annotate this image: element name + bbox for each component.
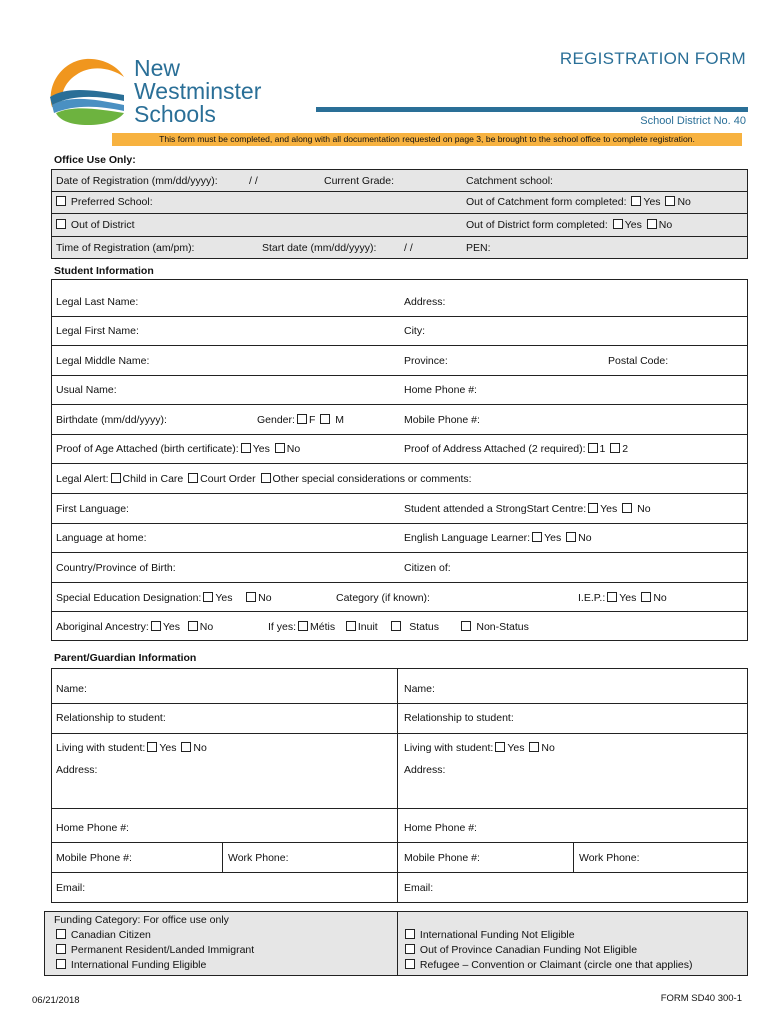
parent1-relationship-label: Relationship to student: — [56, 712, 166, 724]
other-considerations-label: Other special considerations or comments: — [272, 473, 472, 485]
metis-label: Métis — [310, 621, 336, 633]
out-of-district-field[interactable] — [54, 219, 135, 231]
catchment-yes-checkbox[interactable] — [631, 196, 641, 206]
ood-form-field — [466, 219, 672, 231]
no-label: No — [653, 592, 667, 604]
metis-checkbox[interactable] — [298, 621, 308, 631]
date-of-registration-label: Date of Registration (mm/dd/yyyy): — [56, 175, 218, 187]
funding-intl-not[interactable] — [403, 929, 575, 941]
yes-label: Yes — [544, 532, 562, 544]
iep-no-checkbox[interactable] — [641, 592, 651, 602]
form-title: REGISTRATION FORM — [559, 49, 746, 68]
divider — [51, 808, 748, 809]
living-label: Living with student: — [404, 742, 494, 754]
logo — [44, 55, 126, 125]
mobile-phone-label: Mobile Phone #: — [404, 414, 480, 426]
parent2-mobile-label: Mobile Phone #: — [404, 852, 480, 864]
strongstart-no-checkbox[interactable] — [622, 503, 632, 513]
divider — [51, 582, 748, 583]
child-in-care-label: Child in Care — [122, 473, 184, 485]
yes-label: Yes — [162, 621, 180, 633]
child-in-care-checkbox[interactable] — [111, 473, 121, 483]
registration-notice: This form must be completed, and along with all documentation requested on page 3, be brought to the school office to complete registration. — [112, 133, 742, 146]
gender-f-checkbox[interactable] — [297, 414, 307, 424]
court-order-checkbox[interactable] — [188, 473, 198, 483]
sped-field — [56, 592, 272, 604]
divider — [51, 872, 748, 873]
strongstart-field — [404, 503, 651, 515]
yes-label: Yes — [619, 592, 637, 604]
home-phone-label: Home Phone #: — [404, 384, 477, 396]
parent2-work-label: Work Phone: — [579, 852, 640, 864]
pen-label: PEN: — [466, 242, 491, 254]
aboriginal-type-field — [268, 621, 529, 633]
proof-2-label: 2 — [622, 443, 629, 455]
no-label: No — [677, 196, 691, 208]
legal-first-name-label: Legal First Name: — [56, 325, 139, 337]
ood-no-checkbox[interactable] — [647, 219, 657, 229]
oop-label: Out of Province Canadian Funding Not Eligible — [419, 944, 638, 956]
intl-not-checkbox[interactable] — [405, 929, 415, 939]
parent1-address-label: Address: — [56, 764, 98, 776]
no-label: No — [578, 532, 592, 544]
iep-label: I.E.P.: — [578, 592, 606, 604]
time-of-registration-label: Time of Registration (am/pm): — [56, 242, 195, 254]
funding-canadian[interactable] — [54, 929, 151, 941]
proof-age-yes-checkbox[interactable] — [241, 443, 251, 453]
legal-alert-label: Legal Alert: — [56, 473, 109, 485]
preferred-school-checkbox[interactable] — [56, 196, 66, 206]
funding-title: Funding Category: For office use only — [54, 914, 229, 926]
divider — [51, 434, 748, 435]
parent2-name-label: Name: — [404, 683, 435, 695]
no-label: No — [541, 742, 555, 754]
parent1-living-field — [56, 742, 207, 754]
preferred-school-label: Preferred School: — [70, 196, 153, 208]
divider — [51, 213, 748, 214]
divider — [51, 493, 748, 494]
ell-yes-checkbox[interactable] — [532, 532, 542, 542]
non-status-checkbox[interactable] — [461, 621, 471, 631]
parent1-mobile-label: Mobile Phone #: — [56, 852, 132, 864]
intl-eligible-checkbox[interactable] — [56, 959, 66, 969]
divider — [51, 733, 748, 734]
logo-line-2: Westminster — [134, 78, 262, 104]
category-label: Category (if known): — [336, 592, 430, 604]
language-home-label: Language at home: — [56, 532, 147, 544]
funding-oop[interactable] — [403, 944, 637, 956]
aboriginal-label: Aboriginal Ancestry: — [56, 621, 149, 633]
yes-label: Yes — [624, 219, 642, 231]
catchment-school-label: Catchment school: — [466, 175, 553, 187]
divider — [51, 611, 748, 612]
ell-no-checkbox[interactable] — [566, 532, 576, 542]
status-checkbox[interactable] — [391, 621, 401, 631]
proof-address-label: Proof of Address Attached (2 required): — [404, 443, 586, 455]
if-yes-label: If yes: — [268, 621, 297, 633]
divider — [573, 842, 574, 872]
proof-age-field — [56, 443, 300, 455]
sped-no-checkbox[interactable] — [246, 592, 256, 602]
proof-address-field — [404, 443, 628, 455]
catchment-no-checkbox[interactable] — [665, 196, 675, 206]
parent2-living-yes-checkbox[interactable] — [495, 742, 505, 752]
parent2-email-label: Email: — [404, 882, 434, 894]
birthdate-label: Birthdate (mm/dd/yyyy): — [56, 414, 167, 426]
proof-address-2-checkbox[interactable] — [610, 443, 620, 453]
yes-label: Yes — [643, 196, 661, 208]
divider — [51, 316, 748, 317]
canadian-label: Canadian Citizen — [70, 929, 151, 941]
logo-text — [134, 57, 261, 126]
status-label: Status — [409, 621, 440, 633]
other-considerations-checkbox[interactable] — [261, 473, 271, 483]
start-date-separators: / / — [404, 242, 413, 254]
country-birth-label: Country/Province of Birth: — [56, 562, 176, 574]
divider — [51, 191, 748, 192]
aboriginal-field — [56, 621, 213, 633]
parent1-living-yes-checkbox[interactable] — [147, 742, 157, 752]
legal-alert-field — [56, 473, 472, 485]
canadian-checkbox[interactable] — [56, 929, 66, 939]
address-label: Address: — [404, 296, 446, 308]
ell-field — [404, 532, 592, 544]
parent2-address-label: Address: — [404, 764, 446, 776]
divider — [51, 345, 748, 346]
preferred-school-field[interactable] — [54, 196, 153, 208]
no-label: No — [199, 621, 214, 633]
no-label: No — [286, 443, 301, 455]
province-label: Province: — [404, 355, 448, 367]
footer-form-number: FORM SD40 300-1 — [660, 993, 742, 1004]
yes-label: Yes — [159, 742, 177, 754]
no-label: No — [258, 592, 272, 604]
permanent-label: Permanent Resident/Landed Immigrant — [70, 944, 255, 956]
date-separators: / / — [249, 175, 258, 187]
ood-yes-checkbox[interactable] — [613, 219, 623, 229]
divider — [51, 552, 748, 553]
logo-line-1: New — [134, 55, 181, 81]
divider — [222, 842, 223, 872]
student-title: Student Information — [54, 265, 154, 277]
proof-address-1-checkbox[interactable] — [588, 443, 598, 453]
divider — [51, 375, 748, 376]
first-language-label: First Language: — [56, 503, 129, 515]
catchment-form-field — [466, 196, 691, 208]
current-grade-label: Current Grade: — [324, 175, 395, 187]
intl-not-label: International Funding Not Eligible — [419, 929, 575, 941]
out-of-district-label: Out of District — [70, 219, 135, 231]
gender-f-label: F — [308, 414, 316, 426]
catchment-form-label: Out of Catchment form completed: — [466, 196, 627, 208]
divider — [51, 842, 748, 843]
logo-mark-icon — [44, 55, 126, 125]
living-label: Living with student: — [56, 742, 146, 754]
no-label: No — [637, 503, 651, 515]
district-label: School District No. 40 — [640, 115, 746, 127]
sped-label: Special Education Designation: — [56, 592, 202, 604]
parent2-living-no-checkbox[interactable] — [529, 742, 539, 752]
student-box — [51, 279, 748, 641]
yes-label: Yes — [600, 503, 618, 515]
no-label: No — [193, 742, 207, 754]
divider — [51, 703, 748, 704]
court-order-label: Court Order — [200, 473, 256, 485]
parent2-home-phone-label: Home Phone #: — [404, 822, 477, 834]
city-label: City: — [404, 325, 425, 337]
gender-m-checkbox[interactable] — [320, 414, 330, 424]
funding-intl-eligible[interactable] — [54, 959, 206, 971]
inuit-checkbox[interactable] — [346, 621, 356, 631]
non-status-label: Non-Status — [476, 621, 529, 633]
start-date-label: Start date (mm/dd/yyyy): — [262, 242, 377, 254]
parent1-email-label: Email: — [56, 882, 86, 894]
parent-title: Parent/Guardian Information — [54, 652, 197, 664]
proof-1-label: 1 — [599, 443, 606, 455]
divider — [397, 911, 398, 976]
footer-date: 06/21/2018 — [32, 995, 80, 1006]
usual-name-label: Usual Name: — [56, 384, 117, 396]
ell-label: English Language Learner: — [404, 532, 531, 544]
oop-checkbox[interactable] — [405, 944, 415, 954]
parent2-relationship-label: Relationship to student: — [404, 712, 514, 724]
gender-label: Gender: — [257, 414, 295, 426]
proof-age-no-checkbox[interactable] — [275, 443, 285, 453]
iep-field — [578, 592, 667, 604]
citizen-label: Citizen of: — [404, 562, 451, 574]
legal-last-name-label: Legal Last Name: — [56, 296, 139, 308]
strongstart-label: Student attended a StrongStart Centre: — [404, 503, 587, 515]
strongstart-yes-checkbox[interactable] — [588, 503, 598, 513]
inuit-label: Inuit — [357, 621, 378, 633]
yes-label: Yes — [252, 443, 270, 455]
gender-field — [257, 414, 344, 426]
divider — [51, 236, 748, 237]
funding-refugee[interactable] — [403, 959, 693, 971]
permanent-checkbox[interactable] — [56, 944, 66, 954]
ood-form-label: Out of District form completed: — [466, 219, 608, 231]
title-rule — [316, 107, 748, 112]
yes-label: Yes — [215, 592, 233, 604]
proof-age-label: Proof of Age Attached (birth certificate): — [56, 443, 239, 455]
iep-yes-checkbox[interactable] — [607, 592, 617, 602]
refugee-label: Refugee – Convention or Claimant (circle one that applies) — [419, 959, 693, 971]
logo-line-3: Schools — [134, 101, 216, 127]
intl-eligible-label: International Funding Eligible — [70, 959, 207, 971]
parent1-name-label: Name: — [56, 683, 87, 695]
no-label: No — [658, 219, 673, 231]
legal-middle-name-label: Legal Middle Name: — [56, 355, 150, 367]
parent2-living-field — [404, 742, 555, 754]
divider — [51, 523, 748, 524]
funding-permanent[interactable] — [54, 944, 254, 956]
sped-yes-checkbox[interactable] — [203, 592, 213, 602]
aboriginal-no-checkbox[interactable] — [188, 621, 198, 631]
postal-code-label: Postal Code: — [608, 355, 669, 367]
parent1-work-label: Work Phone: — [228, 852, 289, 864]
parent1-living-no-checkbox[interactable] — [181, 742, 191, 752]
yes-label: Yes — [507, 742, 525, 754]
divider — [51, 463, 748, 464]
refugee-checkbox[interactable] — [405, 959, 415, 969]
office-title: Office Use Only: — [54, 154, 136, 166]
out-of-district-checkbox[interactable] — [56, 219, 66, 229]
aboriginal-yes-checkbox[interactable] — [151, 621, 161, 631]
gender-m-label: M — [335, 414, 344, 426]
parent1-home-phone-label: Home Phone #: — [56, 822, 129, 834]
divider — [51, 404, 748, 405]
